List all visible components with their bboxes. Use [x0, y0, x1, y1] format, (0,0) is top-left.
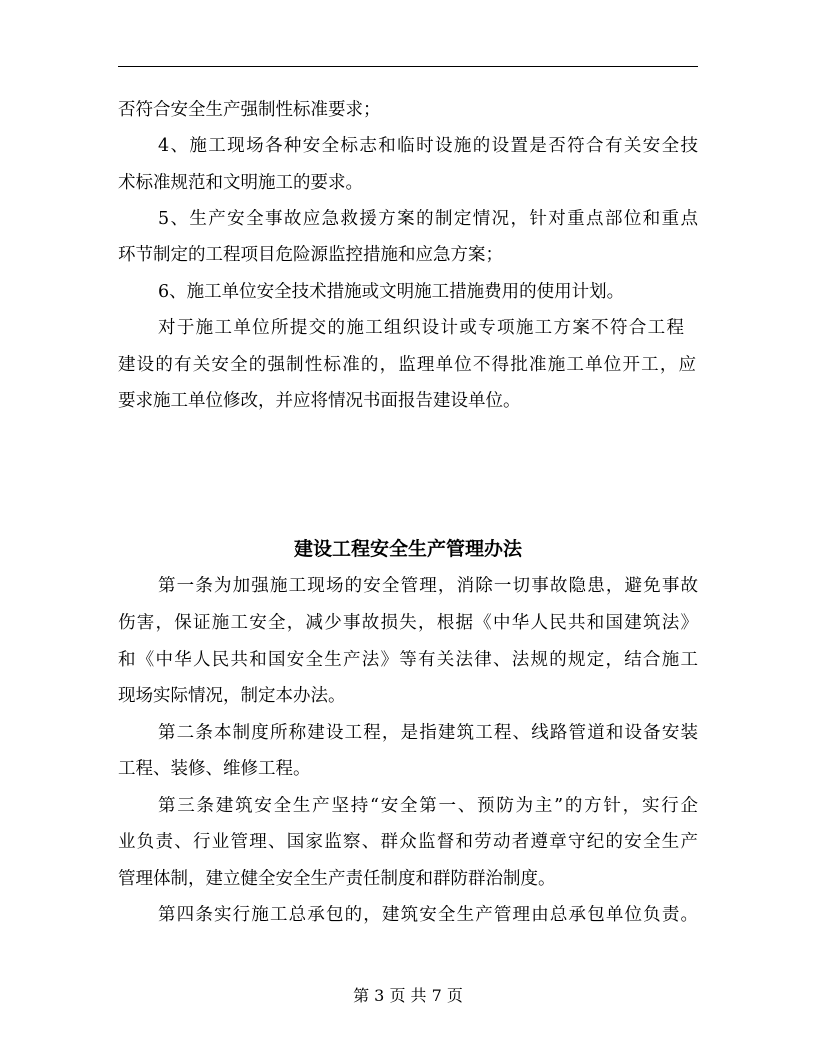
paragraph-line: 第二条本制度所称建设工程，是指建筑工程、线路管道和设备安装 — [158, 723, 698, 743]
paragraph-line: 否符合安全生产强制性标准要求； — [118, 100, 381, 120]
paragraph-line: 工程、装修、维修工程。 — [118, 759, 311, 779]
paragraph-line: 环节制定的工程项目危险源监控措施和应急方案； — [118, 245, 503, 265]
paragraph-line: 术标准规范和文明施工的要求。 — [118, 173, 363, 193]
paragraph-line: 第四条实行施工总承包的，建筑安全生产管理由总承包单位负责。 — [158, 905, 698, 925]
paragraph-line: 现场实际情况，制定本办法。 — [118, 686, 346, 706]
paragraph-line: 对于施工单位所提交的施工组织设计或专项施工方案不符合工程 — [158, 318, 684, 338]
header-rule — [118, 66, 698, 67]
paragraph-line: 第一条为加强施工现场的安全管理，消除一切事故隐患，避免事故 — [158, 576, 698, 596]
paragraph-line: 和《中华人民共和国安全生产法》等有关法律、法规的规定，结合施工 — [118, 650, 698, 670]
paragraph-line: 4、施工现场各种安全标志和临时设施的设置是否符合有关安全技 — [158, 136, 698, 156]
page-number: 第 3 页 共 7 页 — [353, 986, 463, 1005]
paragraph-line: 要求施工单位修改，并应将情况书面报告建设单位。 — [118, 391, 521, 411]
paragraph-line: 伤害，保证施工安全，减少事故损失，根据《中华人民共和国建筑法》 — [118, 613, 698, 633]
paragraph-line: 5、生产安全事故应急救援方案的制定情况，针对重点部位和重点 — [158, 209, 698, 229]
paragraph-line: 业负责、行业管理、国家监察、群众监督和劳动者遵章守纪的安全生产 — [118, 832, 698, 852]
section-title: 建设工程安全生产管理办法 — [293, 538, 522, 560]
paragraph-line: 第三条建筑安全生产坚持“安全第一、预防为主”的方针，实行企 — [158, 796, 698, 816]
paragraph-line: 建设的有关安全的强制性标准的，监理单位不得批准施工单位开工，应 — [118, 355, 696, 375]
paragraph-line: 管理体制，建立健全安全生产责任制度和群防群治制度。 — [118, 869, 556, 889]
paragraph-line: 6、施工单位安全技术措施或文明施工措施费用的使用计划。 — [158, 282, 625, 302]
